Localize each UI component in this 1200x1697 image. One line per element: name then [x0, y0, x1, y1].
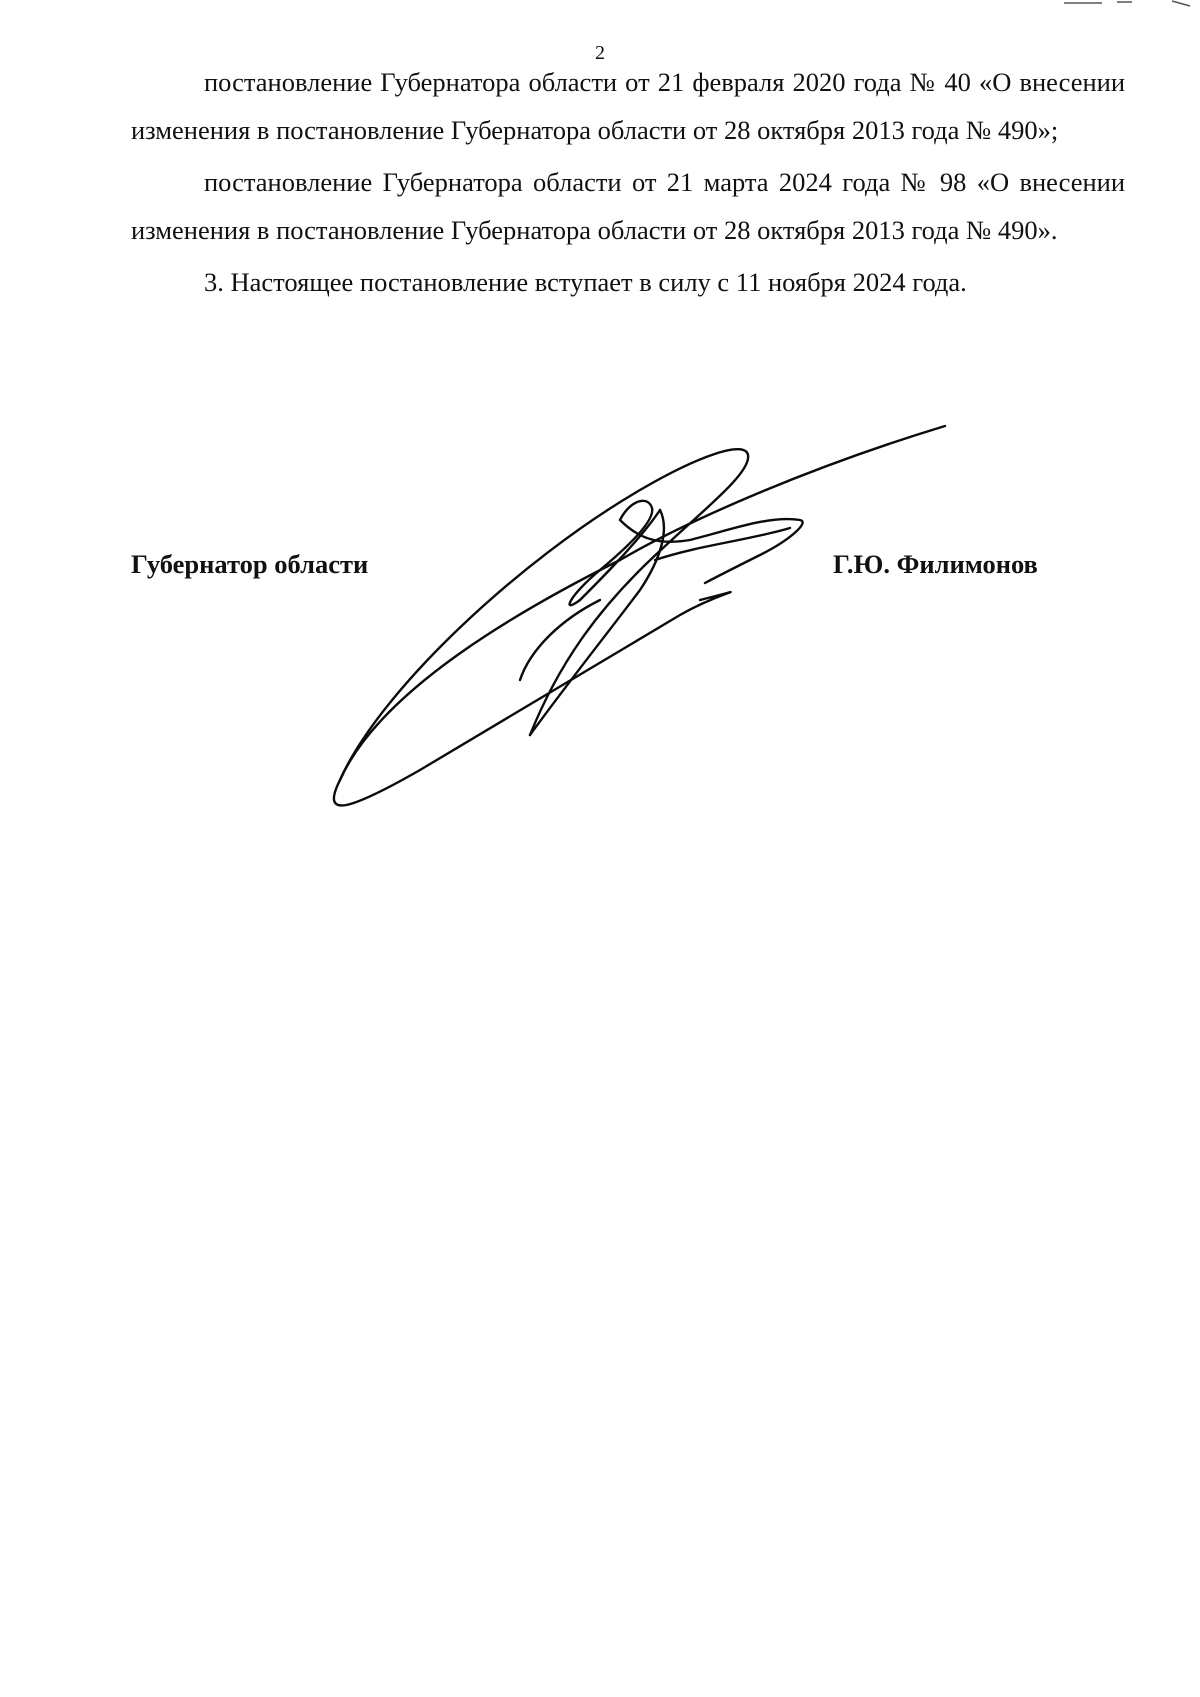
paragraph-resolution-2020: постановление Губернатора области от 21 февраля 2020 года № 40 «О внесении изменения в постановление Губернатора области от 28 октября 2013 года № 490»; — [131, 67, 1125, 145]
document-body — [131, 58, 1125, 306]
paragraph-effective-date: 3. Настоящее постановление вступает в силу с 11 ноября 2024 года. — [204, 267, 967, 297]
signatory-title: Губернатор области — [131, 549, 369, 579]
paragraph-resolution-2024: постановление Губернатора области от 21 марта 2024 года № 98 «О внесении изменения в постановление Губернатора области от 28 октября 2013 года № 490». — [131, 167, 1125, 245]
signatory-name: Г.Ю. Филимонов — [833, 549, 1038, 579]
page-number: 2 — [595, 42, 605, 64]
scan-edge-mark — [1062, 0, 1192, 8]
